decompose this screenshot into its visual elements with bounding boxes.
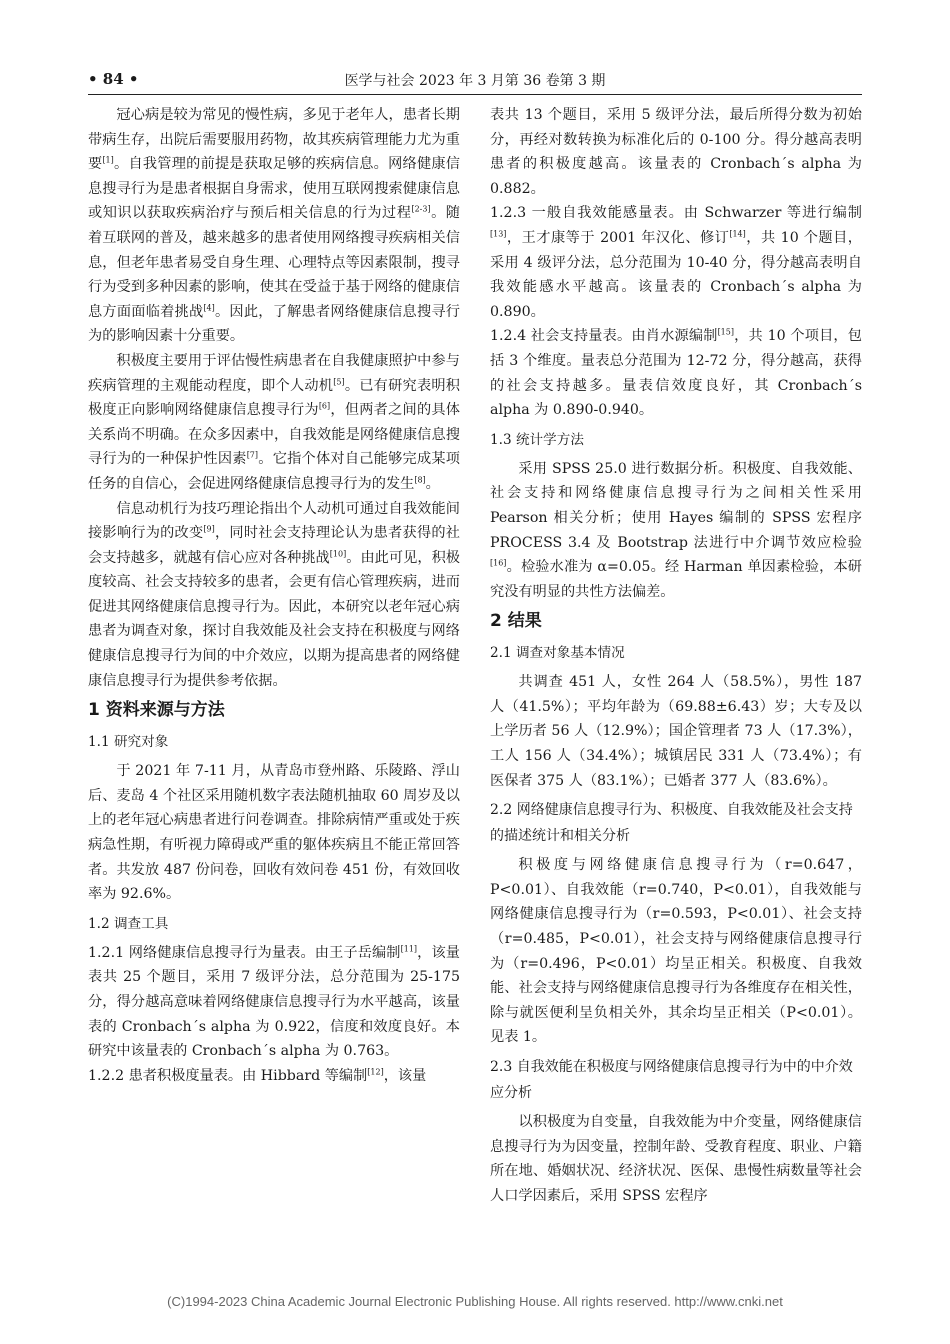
section-1-heading: 1 资料来源与方法: [88, 700, 225, 721]
section-2-2-text: 积极度与网络健康信息搜寻行为（r=0.647，P<0.01）、自我效能（r=0.740，P<0.01），自我效能与网络健康信息搜寻行为（r=0.593，P<0.01）、社会支持（r=0.485，P<0.01），社会支持与网络健康信息搜寻行为（r=0.496，P<0.01）均呈正相关。积极度、自我效能、社会支持与网络健康信息搜寻行为各维度存在相关性，除与就医便利呈负相关外，其余均呈正相关（P<0.01）。见表 1。: [490, 857, 862, 1046]
journal-title: 医学与社会 2023 年 3 月第 36 卷第 3 期: [344, 73, 606, 89]
section-2-1-heading: 2.1 调查对象基本情况: [490, 645, 625, 662]
section-1-3-heading: 1.3 统计学方法: [490, 431, 584, 448]
left-column: [88, 103, 460, 1088]
section-1-2-4-text: 1.2.4 社会支持量表。由肖水源编制[15]，共 10 个项目，包括 3 个维度。量表总分范围为 12-72 分，得分越高，获得的社会支持越多。量表信效度良好，其 Cronbach´s alpha 为 0.890-0.940。: [490, 327, 862, 419]
section-1-2-3-text: 1.2.3 一般自我效能感量表。由 Schwarzer 等进行编制[13]，王才康等于 2001 年汉化、修订[14]，共 10 个题目，采用 4 级评分法，总分范围为 10-40 分，得分越高表明自我效能感水平越高。该量表的 Cronbach´s alpha 为 0.890。: [490, 205, 862, 320]
page-number: • 84 •: [88, 70, 139, 88]
copyright-footer: (C)1994-2023 China Academic Journal Electronic Publishing House. All rights reserved. http://www.cnki.net: [167, 1294, 783, 1309]
section-1-2-2-continued: 表共 13 个题目，采用 5 级评分法，最后所得分数为初始分，再经对数转换为标准化后的 0-100 分。得分越高表明患者的积极度越高。该量表的 Cronbach´s alpha 为 0.882。: [490, 107, 862, 197]
section-2-heading: 2 结果: [490, 611, 542, 632]
section-1-2-1-text: 1.2.1 网络健康信息搜寻行为量表。由王子岳编制[11]，该量表共 25 个题目，采用 7 级评分法，总分范围为 25-175 分，得分越高意味着网络健康信息搜寻行为水平越高，该量表的 Cronbach´s alpha 为 0.922，信度和效度良好。本研究中该量表的 Cronbach´s alpha 为 0.763。: [88, 944, 460, 1060]
intro-paragraph-3: 信息动机行为技巧理论指出个人动机可通过自我效能间接影响行为的改变[9]，同时社会支持理论认为患者获得的社会支持越多，就越有信心应对各种挑战[10]。由此可见，积极度较高、社会支持较多的患者，会更有信心管理疾病，进而促进其网络健康信息搜寻行为。因此，本研究以老年冠心病患者为调查对象，探讨自我效能及社会支持在积极度与网络健康信息搜寻行为间的中介效应，以期为提高患者的网络健康信息搜寻行为提供参考依据。: [88, 500, 460, 689]
section-2-2-heading: 2.2 网络健康信息搜寻行为、积极度、自我效能及社会支持的描述统计和相关分析: [490, 802, 853, 845]
section-1-2-heading: 1.2 调查工具: [88, 915, 169, 932]
section-2-3-text: 以积极度为自变量，自我效能为中介变量，网络健康信息搜寻行为为因变量，控制年龄、受教育程度、职业、户籍所在地、婚姻状况、经济状况、医保、患慢性病数量等社会人口学因素后，采用 SPSS 宏程序: [490, 1114, 862, 1204]
section-2-3-heading: 2.3 自我效能在积极度与网络健康信息搜寻行为中的中介效应分析: [490, 1059, 853, 1101]
section-1-1-text: 于 2021 年 7-11 月，从青岛市登州路、乐陵路、浮山后、麦岛 4 个社区采用随机数字表法随机抽取 60 周岁及以上的老年冠心病患者进行问卷调查。排除病情严重或处于疾病急性期，有听视力障碍或严重的躯体疾病且不能正常回答者。共发放 487 份问卷，回收有效问卷 451 份，有效回收率为 92.6%。: [88, 763, 460, 903]
section-2-1-text: 共调查 451 人，女性 264 人（58.5%），男性 187 人（41.5%）；平均年龄为（69.88±6.43）岁；大专及以上学历者 56 人（12.9%）；国企管理者 73 人（17.3%），工人 156 人（34.4%）；城镇居民 331 人（73.4%）；有医保者 375 人（83.1%）；已婚者 377 人（83.6%）。: [490, 674, 862, 789]
intro-paragraph-2: 积极度主要用于评估慢性病患者在自我健康照护中参与疾病管理的主观能动程度，即个人动机[5]。已有研究表明积极度正向影响网络健康信息搜寻行为[6]，但两者之间的具体关系尚不明确。在众多因素中，自我效能是网络健康信息搜寻行为的一种保护性因素[7]。它指个体对自己能够完成某项任务的自信心，会促进网络健康信息搜寻行为的发生[8]。: [88, 352, 460, 492]
page-header: [88, 62, 862, 95]
section-1-3-text: 采用 SPSS 25.0 进行数据分析。积极度、自我效能、社会支持和网络健康信息搜寻行为之间相关性采用 Pearson 相关分析；使用 Hayes 编制的 SPSS 宏程序 PROCESS 3.4 及 Bootstrap 法进行中介调节效应检验[16]。检验水准为 α=0.05。经 Harman 单因素检验，本研究没有明显的共性方法偏差。: [490, 460, 862, 600]
section-1-2-2-text: 1.2.2 患者积极度量表。由 Hibbard 等编制[12]，该量: [88, 1067, 427, 1084]
intro-paragraph-1: 冠心病是较为常见的慢性病，多见于老年人，患者长期带病生存，出院后需要服用药物，故其疾病管理能力尤为重要[1]。自我管理的前提是获取足够的疾病信息。网络健康信息搜寻行为是患者根据自身需求，使用互联网搜索健康信息或知识以获取疾病治疗与预后相关信息的行为过程[2-3]。随着互联网的普及，越来越多的患者使用网络搜寻疾病相关信息，但老年患者易受自身生理、心理特点等因素限制，搜寻行为受到多种因素的影响，使其在受益于基于网络的健康信息方面面临着挑战[4]。因此，了解患者网络健康信息搜寻行为的影响因素十分重要。: [88, 107, 460, 345]
section-1-1-heading: 1.1 研究对象: [88, 734, 169, 751]
right-column: [490, 103, 862, 1208]
